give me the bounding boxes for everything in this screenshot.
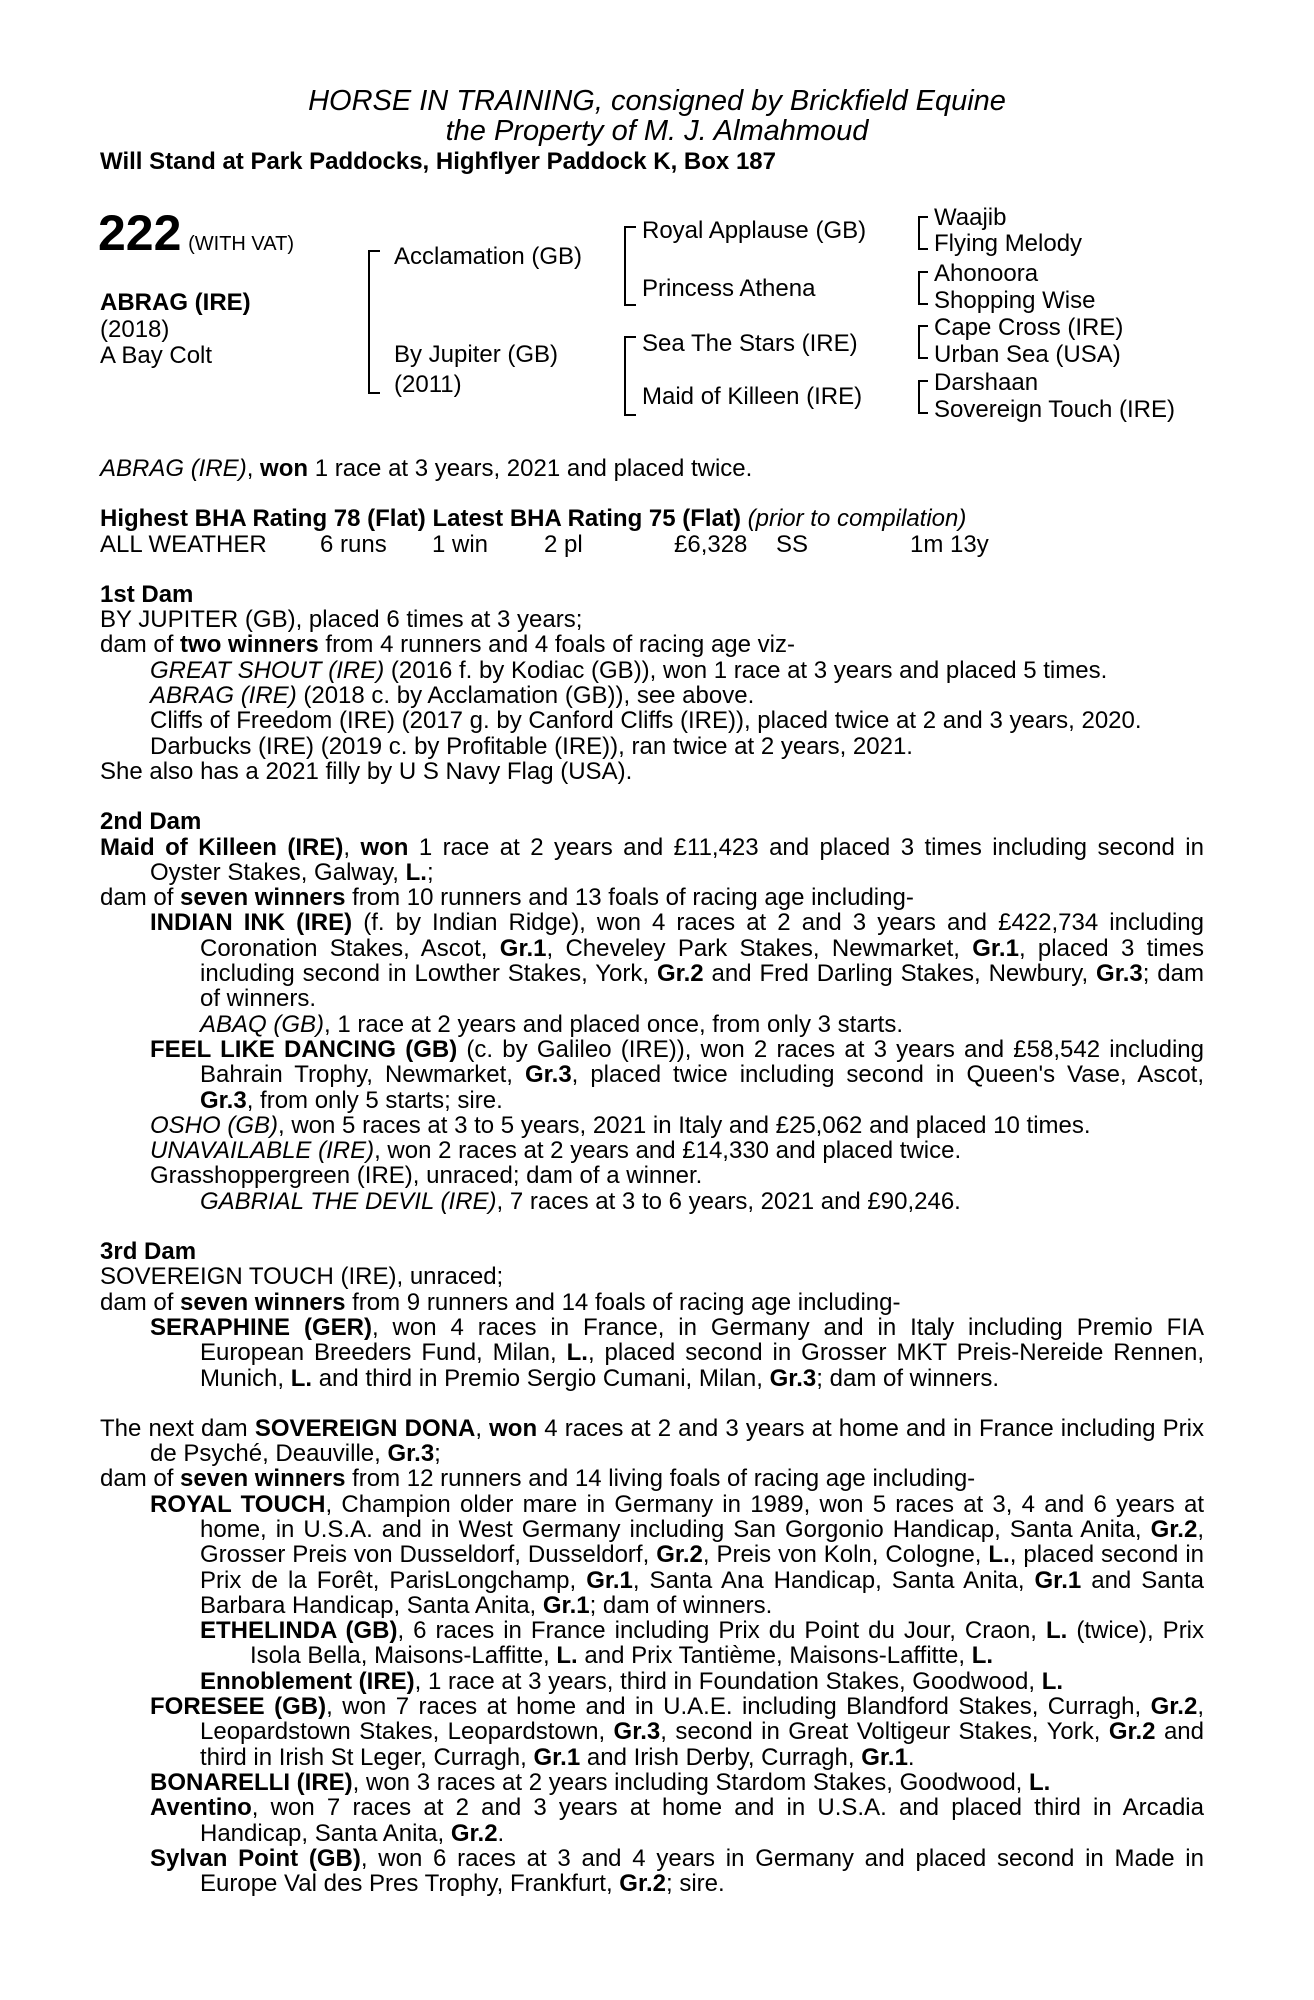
third-dam-line: SOVEREIGN TOUCH (IRE), unraced; <box>100 1263 504 1291</box>
offspring-indian-ink: INDIAN INK (IRE) (f. by Indian Ridge), won 4 races at 2 and 3 years and £422,734 including Coronation Stakes, Ascot, Gr.1, Cheveley Park Stakes, Newmarket, Gr.1, placed 3 times including second in Lowther Stakes, York, Gr.2 and Fred Darling Stakes, Newbury, Gr.3; dam of winners. <box>150 909 1205 1013</box>
offspring-gabrial-the-devil: GABRIAL THE DEVIL (IRE), 7 races at 3 to 6 years, 2021 and £90,246. <box>200 1187 961 1215</box>
horse-name: ABRAG (IRE) <box>100 289 251 316</box>
second-dam-record: Maid of Killeen (IRE), won 1 race at 2 years and £11,423 and placed 3 times including second in Oyster Stakes, Galway, L.; <box>100 833 1204 886</box>
offspring-seraphine: SERAPHINE (GER), won 4 races in France, in Germany and in Italy including Premio FIA European Breeders Fund, Milan, L., placed second in Grosser MKT Preis-Nereide Rennen, Munich, L. and third in Premio Sergio Cumani, Milan, Gr.3; dam of winners. <box>150 1313 1205 1392</box>
offspring-abrag: ABRAG (IRE) (2018 c. by Acclamation (GB)), see above. <box>150 682 755 710</box>
pedigree-brace-ggp-1 <box>918 216 928 250</box>
first-dam-foal-note: She also has a 2021 filly by U S Navy Flag (USA). <box>100 757 633 785</box>
offspring-royal-touch: ROYAL TOUCH, Champion older mare in Germany in 1989, won 5 races at 3, 4 and 6 years at home, in U.S.A. and in West Germany including San Gorgonio Handicap, Santa Anita, Gr.2, Grosser Preis von Dusseldorf, Dusseldorf, Gr.2, Preis von Koln, Cologne, L., placed second in Prix de la Forêt, ParisLongchamp, Gr.1, Santa Ana Handicap, Santa Anita, Gr.1 and Santa Barbara Handicap, Santa Anita, Gr.1; dam of winners. <box>150 1490 1205 1619</box>
ggp-5: Cape Cross (IRE) <box>934 314 1124 341</box>
offspring-bonarelli: BONARELLI (IRE), won 3 races at 2 years including Stardom Stakes, Goodwood, L. <box>150 1768 1051 1796</box>
offspring-grasshoppergreen: Grasshoppergreen (IRE), unraced; dam of a winner. <box>150 1162 703 1190</box>
ggp-2: Flying Melody <box>934 230 1083 257</box>
vat-note: (WITH VAT) <box>188 233 295 255</box>
sire-dam: Princess Athena <box>642 275 816 302</box>
pedigree-brace-sire <box>624 226 636 306</box>
horse-year: (2018) <box>100 316 170 343</box>
third-dam-produce: dam of seven winners from 9 runners and 14 foals of racing age including- <box>100 1288 901 1316</box>
next-dam-produce: dam of seven winners from 12 runners and 14 living foals of racing age including- <box>100 1465 976 1493</box>
pedigree-brace-dam <box>624 336 636 416</box>
pedigree-brace-ggp-2 <box>918 271 928 305</box>
pedigree-brace-ggp-3 <box>918 325 928 359</box>
offspring-ennoblement: Ennoblement (IRE), 1 race at 3 years, third in Foundation Stakes, Goodwood, L. <box>200 1667 1064 1695</box>
race-summary: ABRAG (IRE), won 1 race at 3 years, 2021 and placed twice. <box>100 455 753 482</box>
racing-record: ALL WEATHER 6 runs 1 win 2 pl £6,328 SS 1m 13y <box>100 530 989 558</box>
dam-year: (2011) <box>394 371 462 398</box>
second-dam-produce: dam of seven winners from 10 runners and 13 foals of racing age including- <box>100 884 914 912</box>
ggp-4: Shopping Wise <box>934 287 1096 314</box>
sire-sire: Royal Applause (GB) <box>642 217 867 244</box>
offspring-ethelinda: ETHELINDA (GB), 6 races in France including Prix du Point du Jour, Craon, L. (twice), Prix Isola Bella, Maisons-Laffitte, L. and Prix Tantième, Maisons-Laffitte, L. <box>200 1617 1205 1670</box>
offspring-feel-like-dancing: FEEL LIKE DANCING (GB) (c. by Galileo (IRE)), won 2 races at 3 years and £58,542 including Bahrain Trophy, Newmarket, Gr.3, placed twice including second in Queen's Vase, Ascot, Gr.3, from only 5 starts; sire. <box>150 1035 1204 1114</box>
offspring-osho: OSHO (GB), won 5 races at 3 to 5 years, 2021 in Italy and £25,062 and placed 10 times. <box>150 1111 1091 1139</box>
offspring-unavailable: UNAVAILABLE (IRE), won 2 races at 2 years and £14,330 and placed twice. <box>150 1137 962 1165</box>
consignor-line: HORSE IN TRAINING, consigned by Brickfield Equine <box>308 85 1006 117</box>
offspring-sylvan-point: Sylvan Point (GB), won 6 races at 3 and 4 years in Germany and placed second in Made in Europe Val des Pres Trophy, Frankfurt, Gr.2; sire. <box>150 1844 1204 1898</box>
lot-number-row <box>98 205 295 261</box>
ggp-1: Waajib <box>934 204 1007 231</box>
lot-number: 222 <box>98 205 182 261</box>
second-dam-heading: 2nd Dam <box>100 808 202 836</box>
pedigree-brace-ggp-4 <box>918 380 928 414</box>
property-line: the Property of M. J. Almahmoud <box>445 115 869 147</box>
offspring-aventino: Aventino, won 7 races at 2 and 3 years at home and in U.S.A. and placed third in Arcadia Handicap, Santa Anita, Gr.2. <box>150 1794 1204 1847</box>
ggp-3: Ahonoora <box>934 260 1039 287</box>
rating-line: Highest BHA Rating 78 (Flat) Latest BHA Rating 75 (Flat) (prior to compilation) <box>100 505 967 533</box>
ggp-8: Sovereign Touch (IRE) <box>934 396 1176 423</box>
offspring-cliffs-of-freedom: Cliffs of Freedom (IRE) (2017 g. by Canford Cliffs (IRE)), placed twice at 2 and 3 years, 2020. <box>150 707 1142 735</box>
next-dam-record: The next dam SOVEREIGN DONA, won 4 races at 2 and 3 years at home and in France including Prix de Psyché, Deauville, Gr.3; <box>100 1414 1204 1468</box>
dam-sire: Sea The Stars (IRE) <box>642 330 858 357</box>
offspring-great-shout: GREAT SHOUT (IRE) (2016 f. by Kodiac (GB)), won 1 race at 3 years and placed 5 times. <box>150 656 1108 684</box>
horse-description: A Bay Colt <box>100 342 213 369</box>
third-dam-heading: 3rd Dam <box>100 1238 197 1266</box>
offspring-darbucks: Darbucks (IRE) (2019 c. by Profitable (IRE)), ran twice at 2 years, 2021. <box>150 732 913 760</box>
first-dam-heading: 1st Dam <box>100 580 194 608</box>
offspring-abaq: ABAQ (GB), 1 race at 2 years and placed once, from only 3 starts. <box>200 1010 903 1038</box>
dam-name: By Jupiter (GB) <box>394 341 559 368</box>
first-dam-produce: dam of two winners from 4 runners and 4 foals of racing age viz- <box>100 631 795 659</box>
catalogue-body <box>100 456 1204 1896</box>
sire-name: Acclamation (GB) <box>394 243 583 270</box>
ggp-6: Urban Sea (USA) <box>934 341 1121 368</box>
offspring-foresee: FORESEE (GB), won 7 races at home and in U.A.E. including Blandford Stakes, Curragh, Gr.2, Leopardstown Stakes, Leopardstown, Gr.3, second in Great Voltigeur Stakes, York, Gr.2 and third in Irish St Leger, Curragh, Gr.1 and Irish Derby, Curragh, Gr.1. <box>150 1693 1205 1771</box>
ggp-7: Darshaan <box>934 369 1039 396</box>
pedigree-brace-main <box>368 250 380 394</box>
dam-dam: Maid of Killeen (IRE) <box>642 383 863 410</box>
stand-location: Will Stand at Park Paddocks, Highflyer Paddock K, Box 187 <box>100 148 776 175</box>
first-dam-line: BY JUPITER (GB), placed 6 times at 3 years; <box>100 606 583 634</box>
